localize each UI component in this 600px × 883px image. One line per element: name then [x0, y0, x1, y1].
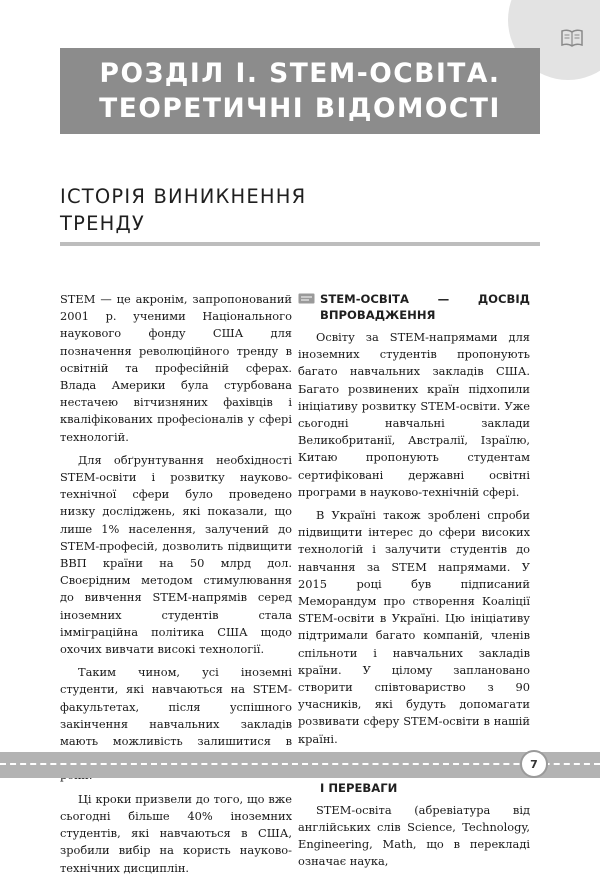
paragraph: Освіту за STEM-напрямами для іноземних студентів пропонують багато навчальних закладів США. Багато розвинених країн підхопили ініціативу розвитку STEM-освіти. Уже сьогодні навчальні заклади Великобританії, Австралії, Ізраїлю, Китаю пропонують студентам сертифіковані державні освітні програми в науково-технічній сфері. — [298, 330, 530, 499]
paragraph: Для обґрунтування необхідності STEM-освіти і розвитку науково-технічної сфери було проведено низку досліджень, які показали, що лише 1% населення, залучений до STEM-професій, дозволить підвищити ВВП країни на 50 млрд дол. Своєрідним методом стимулювання до вивчення STEM-напрямів серед іноземних студентів стала імміграційна політика США щодо охочих вивчати високі технології. — [60, 452, 292, 657]
footer-bar — [0, 752, 600, 778]
chapter-title-line-2: ТЕОРЕТИЧНІ ВІДОМОСТІ — [99, 93, 501, 124]
section-title — [60, 183, 306, 237]
footer-dashes — [0, 763, 600, 765]
paragraph: В Україні також зроблені спроби підвищити інтерес до сфери високих технологій і залучити студентів до навчання за STEM напрямами. У 2015 році був підписаний Меморандум про створення Коаліції STEM-освіти в Україні. Цю ініціативу підтримали багато компаній, членів спільноти і навчальних закладів країни. У цілому заплановано створити співтовариство з 90 учасників, які будуть допомагати розвивати сферу STEM-освіти в нашій країні. — [298, 508, 530, 746]
section-title-line-2: ТРЕНДУ — [60, 212, 145, 235]
chapter-title-line-1: РОЗДІЛ І. STEM-ОСВІТА. — [99, 58, 501, 89]
paragraph: STEM-освіта (абревіатура від англійських слів Science, Technology, Engineering, Math, що в перекладі означає наука, — [298, 802, 530, 869]
paragraph: Таким чином, усі іноземні студенти, які навчаються на STEM-факультетах, після успішного закінчення навчальних закладів мають можливість залишитися в — [60, 665, 292, 749]
open-book-icon — [560, 28, 584, 48]
section-divider — [60, 242, 540, 246]
subheading — [298, 291, 530, 323]
section-title-line-1: ІСТОРІЯ ВИНИКНЕННЯ — [60, 185, 307, 208]
paragraph: Ці кроки призвели до того, що вже сьогодні більше 40% іноземних студентів, які навчаються в США, зробили вибір на користь науково-технічних дисциплін. — [60, 791, 292, 875]
left-column — [60, 291, 292, 883]
right-column — [298, 291, 530, 877]
screen-icon — [298, 293, 315, 304]
subheading-text: STEM-ОСВІТА — ДОСВІД ВПРОВАДЖЕННЯ — [320, 292, 530, 322]
paragraph: STEM — це акронім, запропонований 2001 р. ученими Національного наукового фонду США для позначення революційного тренду в освітній та професійній сферах. Влада Америки була стурбована нестачею вітчизняних фахівців і кваліфікованих професіоналів у сфері технологій. — [60, 292, 292, 444]
chapter-banner — [60, 48, 540, 134]
subheading-text: І ПЕРЕВАГИ — [320, 780, 398, 795]
page-number: 7 — [520, 750, 548, 778]
